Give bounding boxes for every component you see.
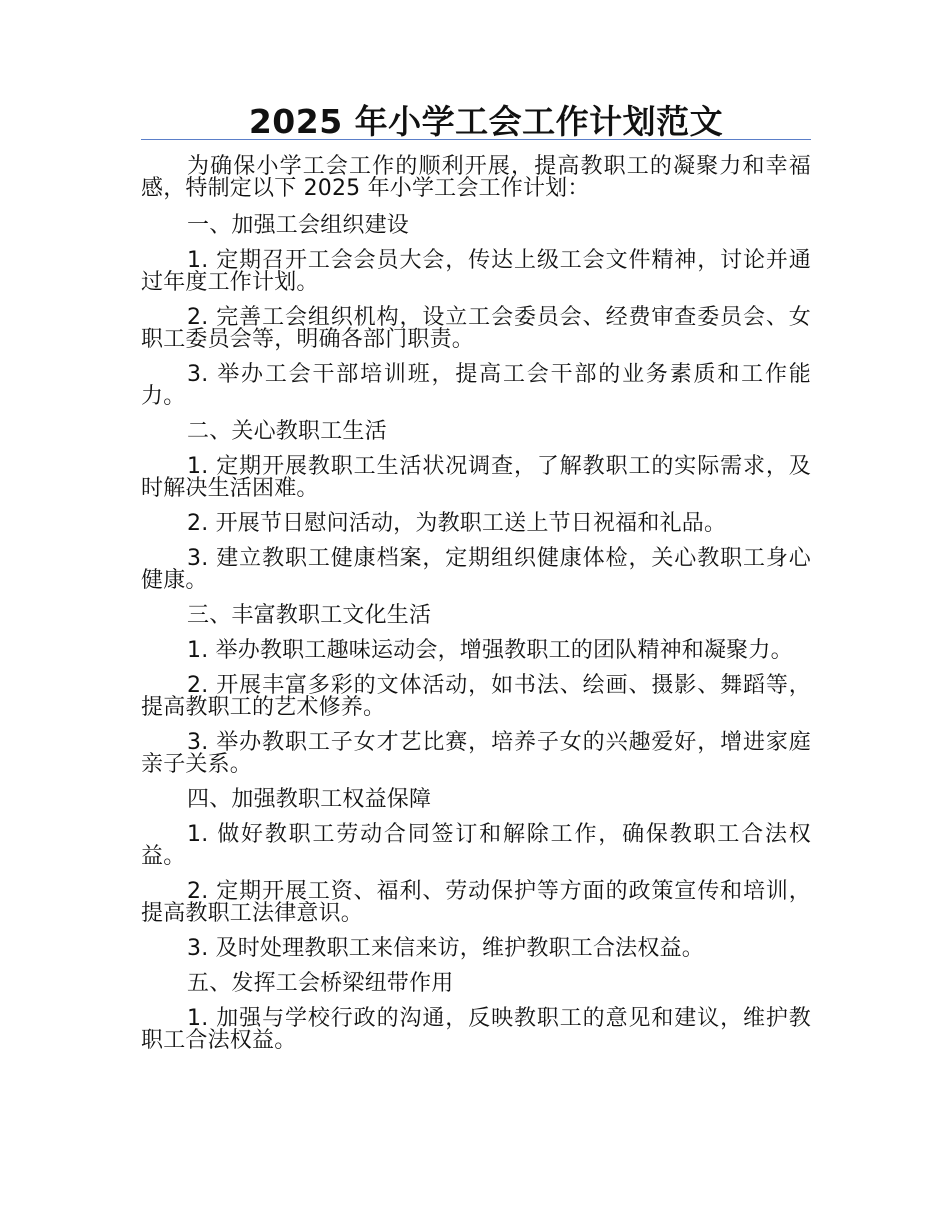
- section-heading-2: 二、关心教职工生活: [187, 419, 387, 444]
- section-1-item-2: 2. 完善工会组织机构，设立工会委员会、经费审查委员会、女职工委员会等，明确各部门职责。: [141, 305, 811, 352]
- section-4-item-3: 3. 及时处理教职工来信来访，维护教职工合法权益。: [187, 936, 704, 961]
- section-heading-1: 一、加强工会组织建设: [187, 213, 410, 238]
- section-heading-3: 三、丰富教职工文化生活: [187, 603, 432, 628]
- section-heading-5: 五、发挥工会桥梁纽带作用: [187, 971, 454, 996]
- section-1-item-1: 1. 定期召开工会会员大会，传达上级工会文件精神，讨论并通过年度工作计划。: [141, 248, 811, 295]
- section-1-item-3: 3. 举办工会干部培训班，提高工会干部的业务素质和工作能力。: [141, 362, 811, 409]
- section-3-item-3: 3. 举办教职工子女才艺比赛，培养子女的兴趣爱好，增进家庭亲子关系。: [141, 730, 811, 777]
- section-5-item-1: 1. 加强与学校行政的沟通，反映教职工的意见和建议，维护教职工合法权益。: [141, 1006, 811, 1053]
- section-2-item-1: 1. 定期开展教职工生活状况调查，了解教职工的实际需求，及时解决生活困难。: [141, 454, 811, 501]
- section-3-item-1: 1. 举办教职工趣味运动会，增强教职工的团队精神和凝聚力。: [187, 638, 793, 663]
- intro-paragraph: 为确保小学工会工作的顺利开展，提高教职工的凝聚力和幸福感，特制定以下 2025 年小学工会工作计划：: [141, 154, 811, 201]
- document-page: [141, 100, 811, 1065]
- section-4-item-1: 1. 做好教职工劳动合同签订和解除工作，确保教职工合法权益。: [141, 822, 811, 869]
- document-title: 2025 年小学工会工作计划范文: [248, 102, 724, 141]
- section-2-item-2: 2. 开展节日慰问活动，为教职工送上节日祝福和礼品。: [187, 511, 727, 536]
- section-heading-4: 四、加强教职工权益保障: [187, 787, 432, 812]
- section-4-item-2: 2. 定期开展工资、福利、劳动保护等方面的政策宣传和培训，提高教职工法律意识。: [141, 879, 811, 926]
- section-2-item-3: 3. 建立教职工健康档案，定期组织健康体检，关心教职工身心健康。: [141, 546, 811, 593]
- section-3-item-2: 2. 开展丰富多彩的文体活动，如书法、绘画、摄影、舞蹈等，提高教职工的艺术修养。: [141, 673, 811, 720]
